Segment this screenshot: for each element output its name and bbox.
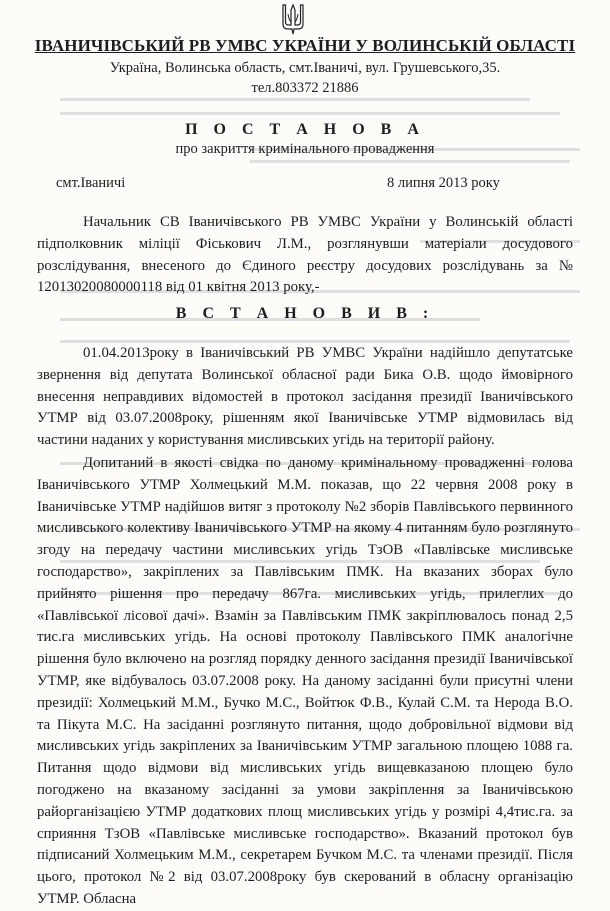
- document-date: 8 липня 2013 року: [387, 175, 500, 191]
- section-title: В С Т А Н О В И В :: [175, 305, 435, 322]
- body-paragraph-2: Допитаний в якості свідка по даному кримінальному провадженні голова Іваничівського УТМР Холмецький М.М. показав, що 22 червня 2008 року в Іваничівське УТМР надійшов витяг з протоколу №2 зборів Павлівського первинного мисливського колективу Іваничівського УТМР на якому 4 питанням було розглянуто згоду на передачу частини мисливських угідь ТзОВ «Павлівське мисливське господарство», закріплених за Павлівським ПМК. На вказаних зборах було прийнято рішення про передачу 867га. мисливських угідь, прилеглих до «Павлівської лісової дачі». Взамін за Павлівським ПМК закріплювалось понад 2,5 тис.га мисливських угідь. На основі протоколу Павлівського ПМК аналогічне рішення було включено на розгляд порядку денного засідання президії Іваничівської УТМР, яке відбувалось 03.07.2008 року. На даному засіданні були присутні члени президії: Холмецький М.М., Бучко М.С., Войтюк Ф.В., Кулай С.М. та Нерода В.О. та Пікута М.С. На засіданні розглянуто питання, щодо добровільної відмови від мисливських угідь закріплених за Іваничівським УТМР загальною площею 1088 га. Питання щодо відмови від мисливських угідь вищевказаною площею було погоджено на вказаному засіданні за умови закріплення за Іваничівською райорганізацією УТМР додаткових площ мисливських угідь у розмірі 4,4тис.га. за сприяння ТзОВ «Павлівське мисливське господарство». Вказаний протокол був підписаний Холмецьким М.М., секретарем Бучком М.С. та членами президії. Після цього, протокол №2 від 03.07.2008року був скерований в обласну організацію УТМР. Обласна: [37, 455, 573, 907]
- organization-address: Україна, Волинська область, смт.Іваничі, вул. Грушевського,35.: [109, 60, 501, 76]
- document-title: П О С Т А Н О В А: [185, 121, 425, 138]
- document-subtitle: про закриття кримінального провадження: [175, 141, 435, 157]
- ukraine-trident-icon: [281, 2, 305, 36]
- preamble-paragraph: Начальник СВ Іваничівського РВ УМВС України у Волинській області підполковник міліції Фіськович Л.М., розглянувши матеріали досудового розслідування, внесеного до Єдиного реєстру досудових розслідувань за № 12013020080000118 від 01 квітня 2013 року,-: [37, 214, 573, 296]
- organization-title: ІВАНИЧІВСЬКИЙ РВ УМВС УКРАЇНИ У ВОЛИНСЬКІЙ ОБЛАСТІ: [34, 36, 576, 55]
- document-place: смт.Іваничі: [56, 175, 126, 191]
- organization-phone: тел.803372 21886: [251, 80, 359, 96]
- body-paragraph-1: 01.04.2013року в Іваничівський РВ УМВС України надійшло депутатське звернення від депутата Волинської обласної ради Бика О.В. щодо ймовірного внесення неправдивих відомостей в протокол засідання президії Іваничівського УТМР від 03.07.2008року, рішенням якої Іваничівське УТМР відмовилась від частини наданих у користування мисливських угідь на території району.: [37, 345, 573, 449]
